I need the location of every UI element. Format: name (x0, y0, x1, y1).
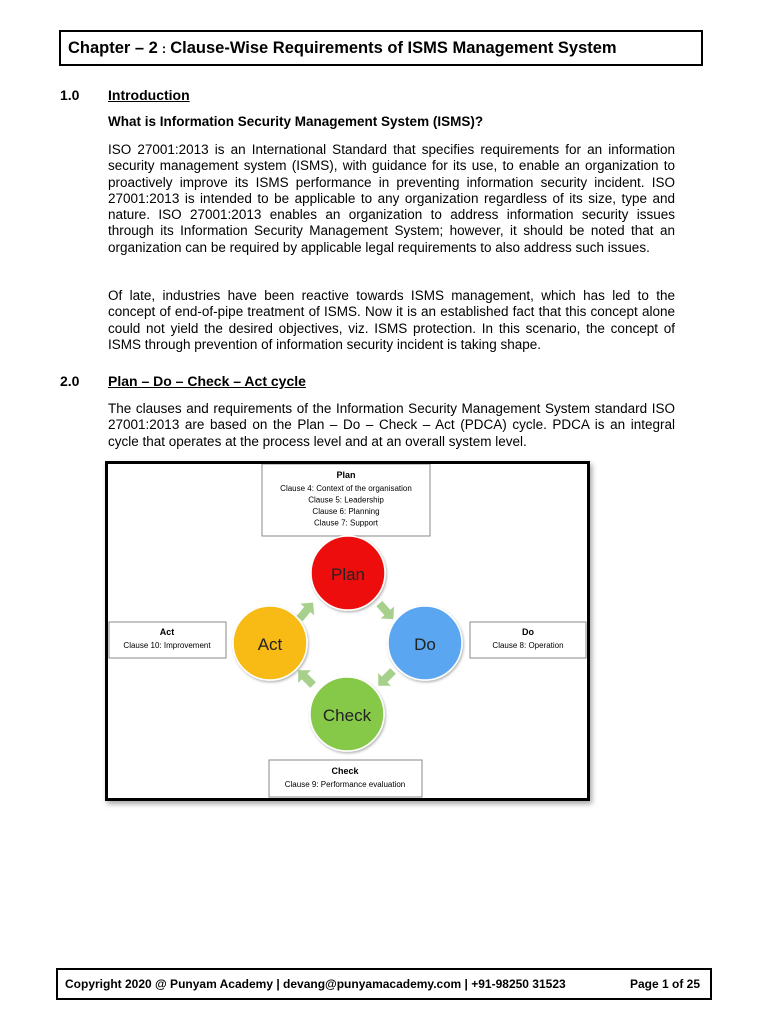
chapter-colon: : (161, 40, 167, 56)
intro-paragraph-1: ISO 27001:2013 is an International Standard that specifies requirements for an information security management system (ISMS), with guidance for its use, to enable an organization to proactively improve its ISMS performance in preventing information security incident. ISO 27001:2013 is intended to be applicable to any organization regardless of its size, type and nature. ISO 27001:2013 enables an organization to address information security issues through its Information Security Management System; however, it should be noted that an organization can be required by applicable legal requirements to also address such issues. (108, 142, 675, 255)
do-clause-box (470, 622, 586, 658)
act-box-line-1: Clause 10: Improvement (123, 641, 211, 650)
check-circle-label: Check (322, 706, 372, 725)
plan-clause-box (262, 464, 430, 536)
plan-circle-label: Plan (330, 565, 366, 584)
pdca-paragraph: The clauses and requirements of the Information Security Management System standard ISO 27001:2013 are based on the Plan – Do – Check – Act (PDCA) cycle. PDCA is an integral cycle that operates at the process level and at an overall system level. (108, 401, 675, 449)
footer-page-number: Page 1 of 25 (629, 977, 700, 991)
plan-box-line-3: Clause 6: Planning (312, 507, 380, 516)
plan-box-line-4: Clause 7: Support (313, 518, 379, 528)
intro-paragraph-2: Of late, industries have been reactive towards ISMS management, which has led to the concept of end-of-pipe treatment of ISMS. Now it is an established fact that this concept alone could not yield the desired objectives, viz. ISMS protection. In this scenario, the concept of ISMS through prevention of information security incident is taking shape. (108, 288, 675, 352)
do-box-line-1: Clause 8: Operation (492, 641, 564, 650)
chapter-title (59, 30, 703, 66)
section-2-number: 2.0 (60, 373, 80, 389)
section-2-heading: Plan – Do – Check – Act cycle (108, 373, 306, 389)
chapter-number: Chapter – 2 (68, 38, 158, 57)
do-circle (388, 606, 462, 680)
do-box-title: Do (522, 627, 534, 637)
chapter-heading: Clause-Wise Requirements of ISMS Management System (170, 38, 617, 57)
check-box-title: Check (331, 766, 359, 776)
do-circle-label: Do (414, 635, 436, 654)
pdca-diagram (105, 461, 590, 801)
act-circle (233, 606, 307, 680)
section-1-number: 1.0 (60, 87, 80, 103)
arrow-do-to-check (372, 665, 400, 693)
section-1-heading: Introduction (108, 87, 190, 103)
section-1-subheading: What is Information Security Management System (ISMS)? (108, 114, 484, 129)
check-clause-box (269, 760, 422, 797)
act-circle-label: Act (257, 635, 283, 654)
act-box-title: Act (159, 627, 175, 637)
page-footer (56, 968, 712, 1000)
plan-box-title: Plan (336, 470, 356, 480)
plan-box-line-2: Clause 5: Leadership (308, 495, 384, 505)
check-circle (310, 677, 384, 751)
plan-box-line-1: Clause 4: Context of the organisation (280, 484, 412, 493)
pdca-diagram-svg (108, 464, 587, 798)
footer-copyright: Copyright 2020 @ Punyam Academy | devang@punyamacademy.com | +91-98250 31523 (65, 977, 566, 991)
plan-circle (311, 536, 385, 610)
check-box-line-1: Clause 9: Performance evaluation (284, 780, 406, 789)
act-clause-box (109, 622, 226, 658)
